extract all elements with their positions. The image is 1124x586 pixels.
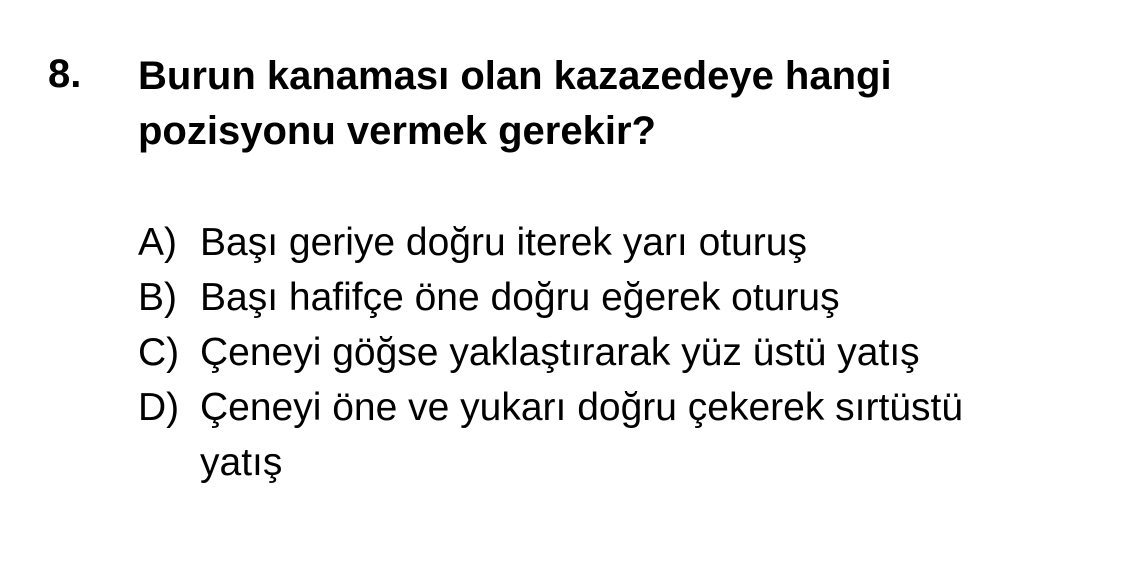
option-c[interactable] (138, 325, 1038, 380)
option-b[interactable] (138, 270, 1038, 325)
option-letter: D) (138, 386, 180, 429)
option-d[interactable] (138, 380, 1038, 490)
option-letter: C) (138, 331, 180, 374)
option-text: Başı hafifçe öne doğru eğerek oturuş (200, 276, 840, 319)
option-letter: A) (138, 221, 177, 264)
option-letter: B) (138, 276, 177, 319)
question-text: Burun kanaması olan kazazedeye hangi pozisyonu vermek gerekir? (138, 54, 892, 153)
option-text: Çeneyi göğse yaklaştırarak yüz üstü yatış (200, 331, 920, 374)
answer-options (138, 215, 1038, 490)
option-a[interactable] (138, 215, 1038, 270)
option-text: Çeneyi öne ve yukarı doğru çekerek sırtüstü yatış (200, 386, 964, 484)
question-number: 8. (48, 52, 82, 96)
option-text: Başı geriye doğru iterek yarı oturuş (200, 221, 807, 264)
